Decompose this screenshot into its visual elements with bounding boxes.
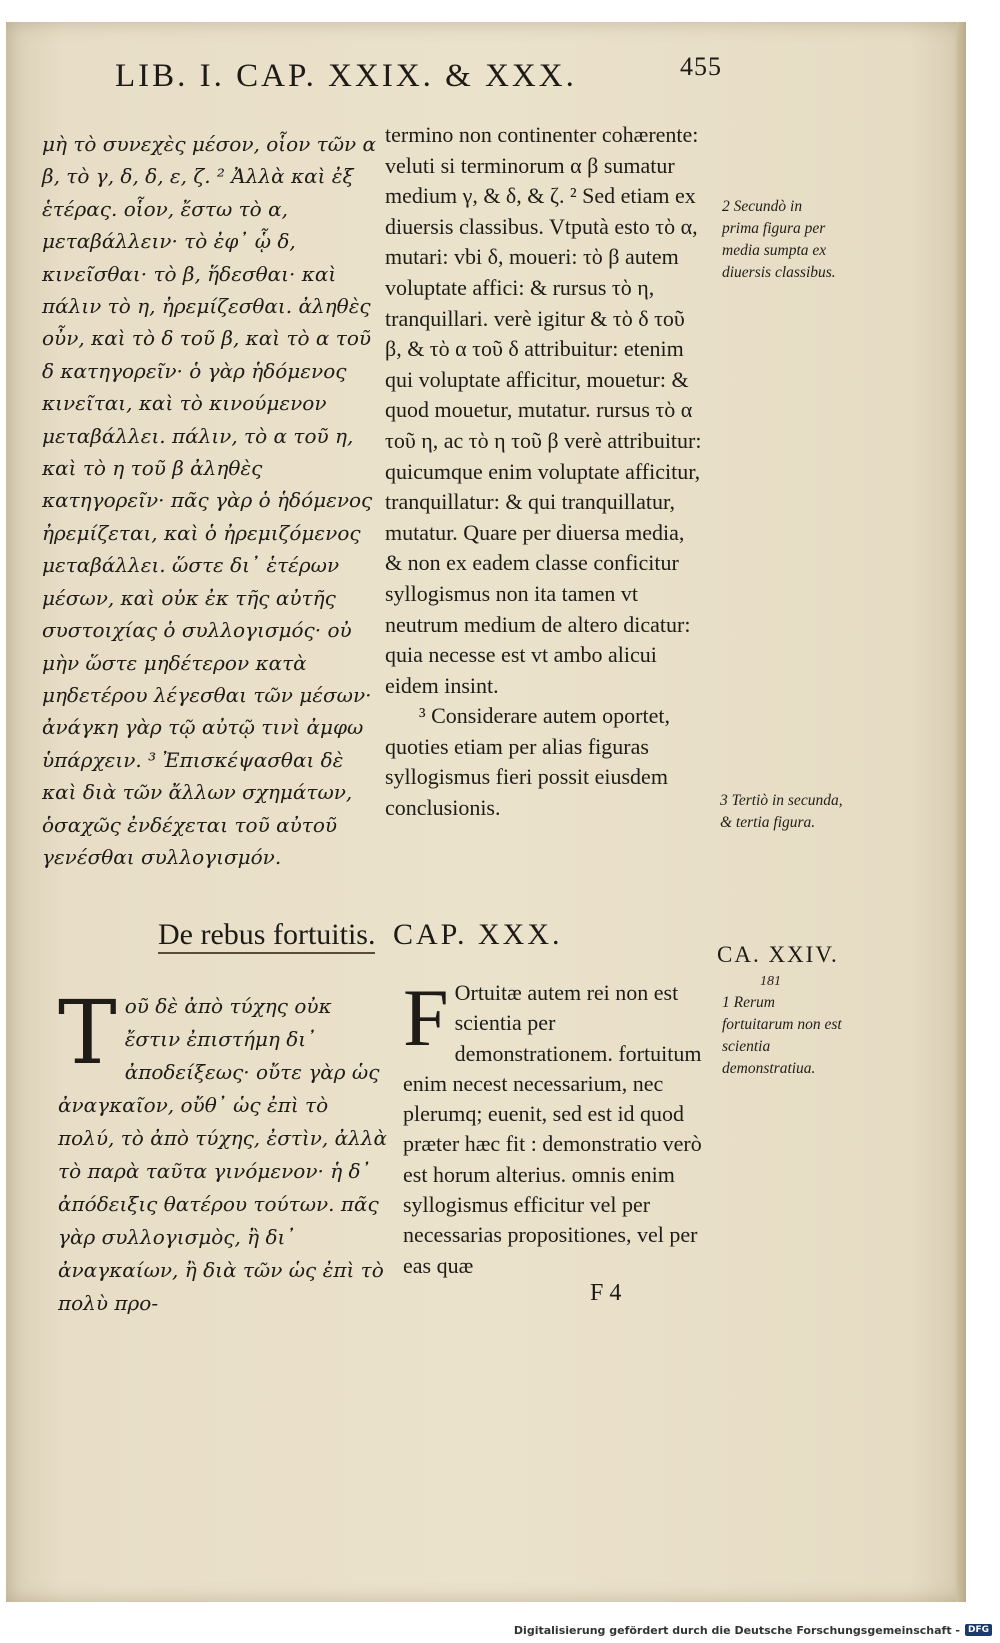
section-title-text: De rebus fortuitis. — [158, 918, 375, 954]
latin-paragraph-2: ³ Considerare autem oportet, quoties etiam per alias figuras syllogismus fieri possit eiusdem conclusionis. — [385, 703, 670, 821]
greek-text-top — [42, 128, 377, 873]
dfg-logo: DFG — [965, 1624, 992, 1636]
signature-mark: F 4 — [590, 1280, 622, 1306]
greek-paragraph-bottom: οῦ δὲ ἀπὸ τύχης οὐκ ἔστιν ἐπιστήμη δι᾽ ἀποδείξεως· οὔτε γὰρ ὡς ἀναγκαῖον, οὔθ᾽ ὡς ἐπὶ τὸ πολύ, τὸ ἀπὸ τύχης, ἐστὶν, ἀλλὰ τὸ παρὰ ταῦτα γινόμενον· ἡ δ᾽ ἀπόδειξις θατέρου τούτων. πᾶς γὰρ συλλογισμὸς, ἢ δι᾽ ἀναγκαίων, ἢ διὰ τῶν ὡς ἐπὶ τὸ πολὺ προ- — [58, 994, 388, 1315]
latin-drop-cap: F — [403, 972, 449, 1063]
greek-paragraph: μὴ τὸ συνεχὲς μέσον, οἷον τῶν α β, τὸ γ, δ, δ, ε, ζ. ² Ἀλλὰ καὶ ἐξ ἑτέρας. οἷον, ἔστω τὸ α, μεταβάλλειν· τὸ ἐφ᾽ ᾧ δ, κινεῖσθαι· τὸ β, ἥδεσθαι· καὶ πάλιν τὸ η, ἠρεμίζεσθαι. ἀληθὲς οὖν, καὶ τὸ δ τοῦ β, καὶ τὸ α τοῦ δ κατηγορεῖν· ὁ γὰρ ἡδόμενος κινεῖται, καὶ τὸ κινούμενον μεταβάλλει. πάλιν, τὸ α τοῦ η, καὶ τὸ η τοῦ β ἀληθὲς κατηγορεῖν· πᾶς γὰρ ὁ ἡδόμενος ἠρεμίζεται, καὶ ὁ ἠρεμιζόμενος μεταβάλλει. ὥστε δι᾽ ἑτέρων μέσων, καὶ οὐκ ἐκ τῆς αὐτῆς συστοιχίας ὁ συλλογισμός· οὐ μὴν ὥστε μηδέτερον κατὰ μηδετέρου λέγεσθαι τῶν μέσων· ἀνάγκη γὰρ τῷ αὐτῷ τινὶ ἀμφω ὑπάρχειν. ³ Ἐπισκέψασθαι δὲ καὶ διὰ τῶν ἄλλων σχημάτων, ὁσαχῶς ἐνδέχεται τοῦ αὐτοῦ γενέσθαι συλλογισμόν. — [42, 132, 377, 869]
section-cap: CAP. XXX. — [392, 918, 563, 951]
footer-credit: Digitalisierung gefördert durch die Deutsche Forschungsgemeinschaft - — [513, 1623, 960, 1637]
margin-note-rerum: 1 Rerum fortuitarum non est scientia demonstratiua. — [722, 994, 842, 1077]
latin-text-top — [385, 120, 705, 824]
latin-text-bottom — [403, 972, 718, 1281]
margin-note-tertio: 3 Tertiò in secunda, & tertia figura. — [720, 792, 843, 831]
running-head — [115, 52, 735, 95]
digitization-footer — [514, 1621, 992, 1639]
section-title — [158, 918, 758, 952]
page-number: 455 — [680, 52, 722, 81]
side-number: 181 — [760, 974, 781, 989]
side-chapter-ref: CA. XXIV. — [717, 942, 839, 967]
margin-note-secundo: 2 Secundò in prima figura per media sumpta ex diuersis classibus. — [722, 198, 836, 281]
latin-paragraph-bottom: Ortuitæ autem rei non est scientia per demonstrationem. fortuitum enim necest necessarium, nec plerumq; euenit, sed est id quod præter hæc fit : demonstratio verò est horum alterius. omnis enim syllogismus efficitur vel per necessarias propositiones, vel per eas quæ — [403, 980, 702, 1278]
latin-paragraph-1: termino non continenter cohærente: veluti si terminorum α β sumatur medium γ, & δ, & ζ. ² Sed etiam ex diuersis classibus. Vtputà esto τὸ α, mutari: vbi δ, moueri: τὸ β autem voluptate affici: & rursus τὸ η, tranquillari. verè igitur & τὸ δ τοῦ β, & τὸ α τοῦ δ attribuitur: etenim qui voluptate afficitur, mouetur: & quod mouetur, mutatur. rursus τὸ α τοῦ η, ac τὸ η τοῦ β verè attribuitur: quicumque enim voluptate afficitur, tranquillatur: & qui tranquillatur, mutatur. Quare per diuersa media, & non ex eadem classe conficitur syllogismus non ita tamen vt neutrum medium de altero dicatur: quia necesse est vt ambo alicui eidem insint. — [385, 122, 702, 698]
greek-drop-cap: Τ — [58, 981, 117, 1084]
greek-text-bottom — [58, 981, 388, 1320]
page-edge-shadow — [956, 22, 966, 1602]
running-head-text: LIB. I. CAP. XXIX. & XXX. — [115, 58, 577, 94]
